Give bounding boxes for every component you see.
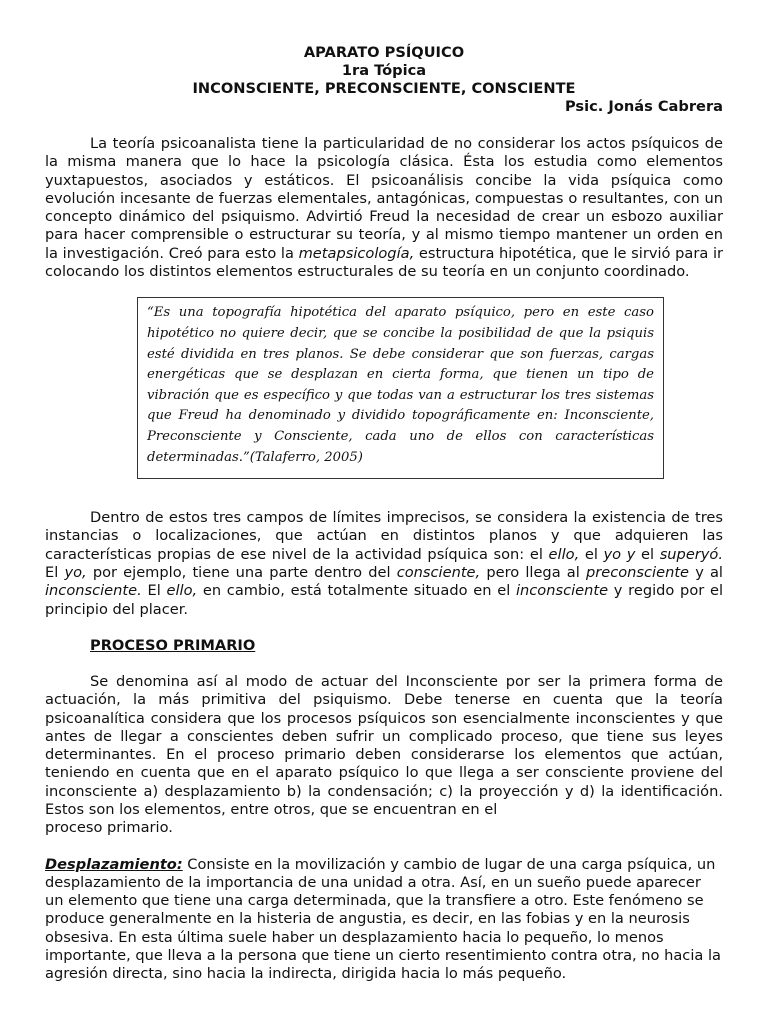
document-subject: INCONSCIENTE, PRECONSCIENTE, CONSCIENTE <box>192 80 576 97</box>
section-heading: PROCESO PRIMARIO <box>90 636 256 654</box>
instances-text: por ejemplo, tiene una parte dentro del <box>86 564 397 582</box>
instances-text: el <box>579 545 604 563</box>
instances-paragraph <box>45 509 723 619</box>
instances-emphasis: consciente, <box>396 564 481 582</box>
primary-process-tail: proceso primario. <box>45 819 173 837</box>
instances-emphasis: ello, <box>548 545 580 563</box>
instances-text: y al <box>689 564 723 582</box>
displacement-paragraph <box>45 856 723 984</box>
document-title: APARATO PSÍQUICO <box>303 44 465 61</box>
displacement-term: Desplazamiento: <box>45 855 183 873</box>
instances-emphasis: yo, <box>64 564 87 582</box>
instances-text: el <box>635 545 660 563</box>
instances-emphasis: inconsciente. <box>45 582 142 600</box>
instances-text: El <box>45 564 65 582</box>
primary-process-text: Se denomina así al modo de actuar del Inconsciente por ser la primera forma de actuación, la más primitiva del psiquismo. Debe tenerse en cuenta que la teoría psicoanalítica considera que los procesos psíquicos son esencialmente inconscientes y que antes de llegar a conscientes deben sufrir un complicado proceso, que tiene sus leyes determinantes. En el proceso primario deben considerarse los elementos que actúan, teniendo en cuenta que en el aparato psíquico lo que llega a ser consciente proviene del inconsciente a) desplazamiento b) la condensación; c) la proyección y d) la identificación. Estos son los elementos, entre otros, que se encuentran en el <box>45 672 723 818</box>
instances-text: pero llega al <box>480 564 586 582</box>
instances-text: El <box>141 582 167 600</box>
instances-text: en cambio, está totalmente situado en el <box>197 582 516 600</box>
instances-text: Dentro de estos tres campos de límites imprecisos, se considera la existencia de tres instancias o localizaciones, que actúan en distintos planos y que adquieren las características propias de ese nivel de la actividad psíquica son: el <box>45 509 723 563</box>
document-author: Psic. Jonás Cabrera <box>564 98 723 115</box>
instances-text: y regido por el principio del placer. <box>45 582 723 618</box>
instances-emphasis: ello, <box>166 582 198 600</box>
quote-box: “Es una topografía hipotética del aparato psíquico, pero en este caso hipotético no quiere decir, que se concibe la posibilidad de que la psiquis esté dividida en tres planos. Se debe considerar que son fuerzas, cargas energéticas que se desplazan en cierta forma, que tienen un tipo de vibración que es específico y que todas van a estructurar los tres sistemas que Freud ha denominado y dividido topográficamente en: Inconsciente, Preconsciente y Consciente, cada uno de ellos con características determinadas.”(Talaferro, 2005) <box>137 297 664 479</box>
instances-emphasis: preconsciente <box>585 564 690 582</box>
displacement-text: Consiste en la movilización y cambio de lugar de una carga psíquica, un desplazamiento de la importancia de una unidad a otra. Así, en un sueño puede aparecer un elemento que tiene una carga determinada, que la transfiere a otro. Este fenómeno se produce generalmente en la histeria de angustia, es decir, en las fobias y en la neurosis obsesiva. En esta última suele haber un desplazamiento hacia lo pequeño, lo menos importante, que lleva a la persona que tiene un cierto resentimiento contra otra, no hacia la agresión directa, sino hacia la indirecta, dirigida hacia lo más pequeño. <box>45 855 721 983</box>
intro-paragraph <box>45 135 723 281</box>
document-page <box>45 44 723 984</box>
instances-emphasis: inconsciente <box>515 582 609 600</box>
intro-text-2: estructura hipotética, que le sirvió para ir colocando los distintos elementos estructurales de su teoría en un conjunto coordinado. <box>45 244 723 281</box>
instances-emphasis: superyó. <box>659 545 724 563</box>
intro-emphasis: metapsicología, <box>298 244 415 262</box>
primary-process-paragraph <box>45 673 723 838</box>
intro-text-1: La teoría psicoanalista tiene la particularidad de no considerar los actos psíquicos de la misma manera que lo hace la psicología clásica. Ésta los estudia como elementos yuxtapuestos, asociados y estáticos. El psicoanálisis concibe la vida psíquica como evolución incesante de fuerzas elementales, antagónicas, compuestas o resultantes, con un concepto dinámico del psiquismo. Advirtió Freud la necesidad de crear un esbozo auxiliar para hacer comprensible o estructurar su teoría, y al mismo tiempo mantener un orden en la investigación. Creó para esto la <box>45 135 723 262</box>
instances-emphasis: yo y <box>603 545 636 563</box>
title-block <box>45 44 723 116</box>
document-subtitle: 1ra Tópica <box>341 62 427 79</box>
